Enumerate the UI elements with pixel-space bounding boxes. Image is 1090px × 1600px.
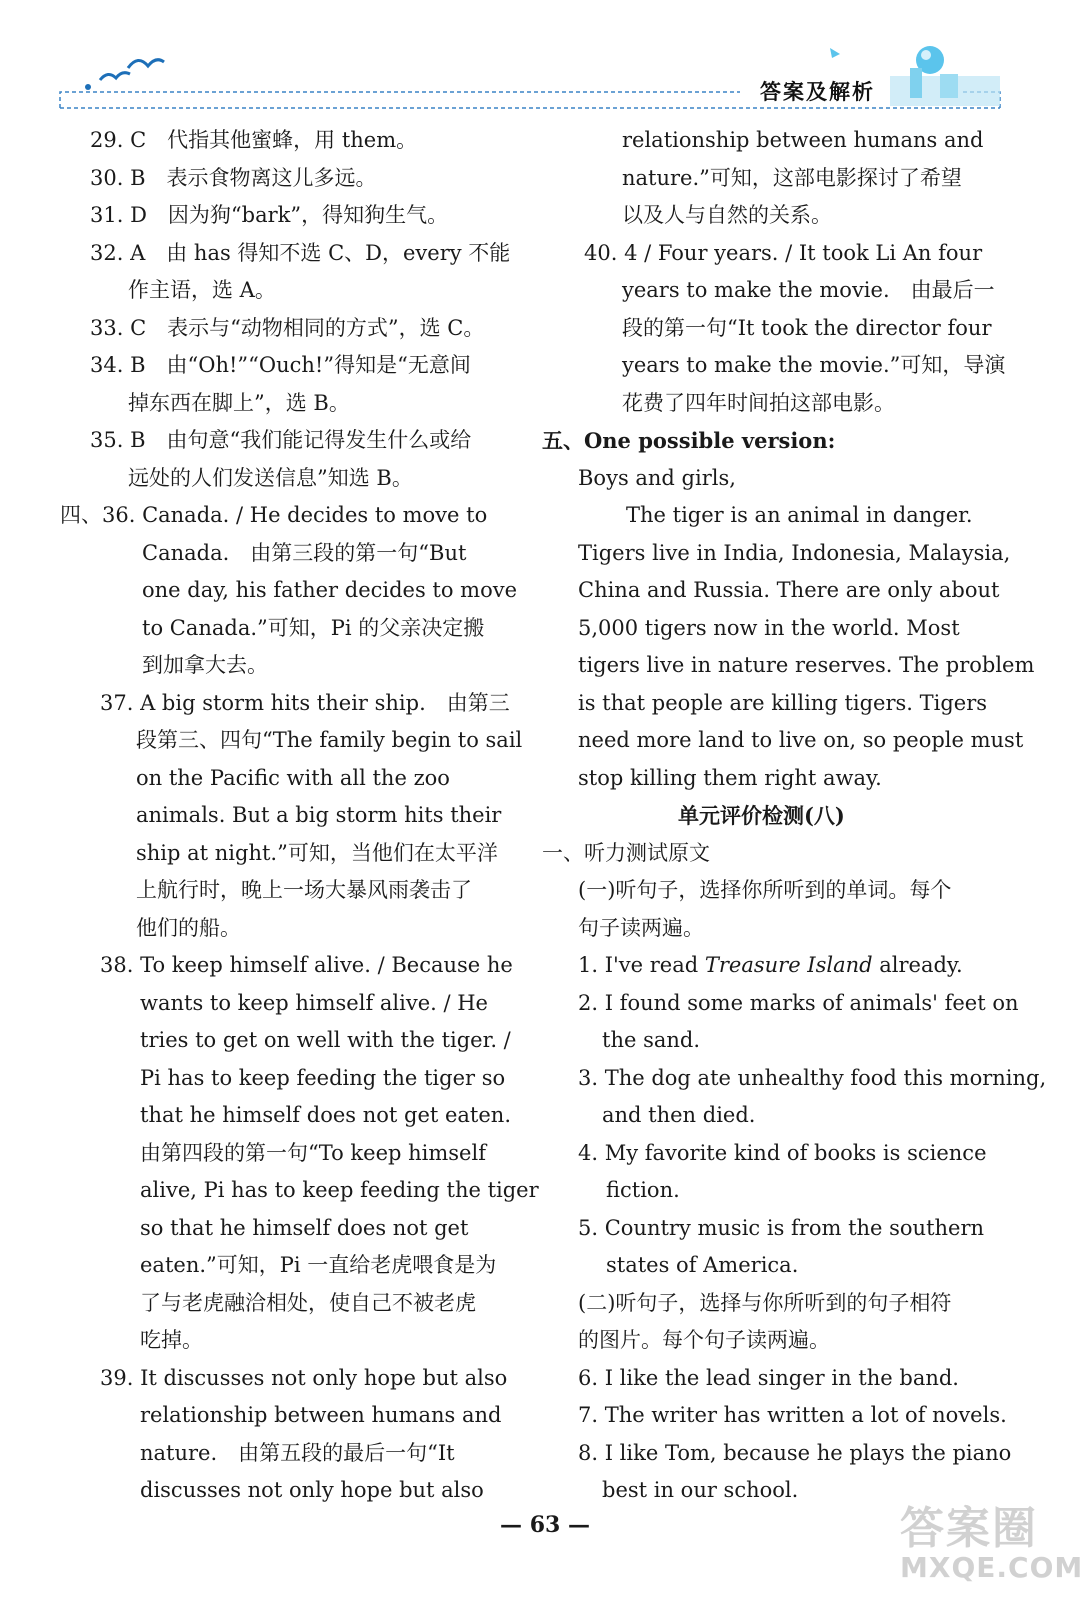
answer-line: relationship between humans and xyxy=(622,128,984,152)
listening-line: 8. I like Tom, because he plays the piano xyxy=(578,1440,1012,1465)
listening-line: 2. I found some marks of animals' feet on xyxy=(578,990,1019,1015)
bird-icon xyxy=(100,73,130,80)
listening-line: the sand. xyxy=(602,1028,701,1052)
answer-line: 作主语，选 A。 xyxy=(128,278,276,302)
answer-line: 他们的船。 xyxy=(136,915,241,940)
listening-line: 4. My favorite kind of books is science xyxy=(578,1140,987,1165)
answer-line: alive, Pi has to keep feeding the tiger xyxy=(140,1178,539,1202)
listening-line: 7. The writer has written a lot of novels. xyxy=(578,1403,1007,1427)
instruction-line: (一)听句子，选择你所听到的单词。每个 xyxy=(578,878,952,902)
watermark-cn: 答案圈 xyxy=(900,1503,1038,1554)
answer-line: 段的第一句“It took the director four xyxy=(622,315,992,340)
answer-line: 以及人与自然的关系。 xyxy=(622,203,832,227)
answer-line: 30. B 表示食物离这儿多远。 xyxy=(90,165,377,190)
answer-line: ship at night.”可知，当他们在太平洋 xyxy=(136,840,498,865)
answer-line: Canada. 由第三段的第一句“But xyxy=(142,540,467,565)
listening-line: states of America. xyxy=(606,1253,799,1277)
answer-line: nature. 由第五段的最后一句“It xyxy=(140,1440,455,1465)
bird-icon xyxy=(128,60,164,68)
watermark-logo xyxy=(900,1503,1084,1595)
answer-line: so that he himself does not get xyxy=(140,1215,469,1240)
answer-line: discusses not only hope but also xyxy=(140,1478,484,1502)
page-header xyxy=(0,0,1090,120)
answer-line: Pi has to keep feeding the tiger so xyxy=(140,1065,506,1090)
dot-icon xyxy=(85,84,91,90)
answer-line: relationship between humans and xyxy=(140,1403,502,1427)
answer-line: 上航行时，晚上一场大暴风雨袭击了 xyxy=(136,878,472,902)
answer-line: 花费了四年时间拍这部电影。 xyxy=(622,390,895,415)
instruction-line: (二)听句子，选择与你所听到的句子相符 xyxy=(578,1290,952,1315)
answer-line: 了与老虎融洽相处，使自己不被老虎 xyxy=(140,1290,476,1315)
answer-line: 39. It discusses not only hope but also xyxy=(100,1365,508,1390)
listening-line: 1. I've read Treasure Island already. xyxy=(578,953,963,977)
answer-line: 远处的人们发送信息”知选 B。 xyxy=(128,465,413,490)
essay-line: tigers live in nature reserves. The problem xyxy=(578,653,1035,677)
listening-line: 6. I like the lead singer in the band. xyxy=(578,1365,959,1390)
answer-line: 掉东西在脚上”，选 B。 xyxy=(128,390,350,415)
book-title: Treasure Island xyxy=(704,953,873,977)
essay-line: Boys and girls, xyxy=(578,465,736,490)
answer-line: 37. A big storm hits their ship. 由第三 xyxy=(100,690,510,715)
essay-line: stop killing them right away. xyxy=(578,765,882,790)
watermark-url: MXQE.COM xyxy=(900,1551,1084,1584)
answer-line: 38. To keep himself alive. / Because he xyxy=(100,953,513,977)
answer-line: to Canada.”可知，Pi 的父亲决定搬 xyxy=(142,615,485,640)
section-five-heading: 五、One possible version: xyxy=(542,428,836,453)
answer-line: wants to keep himself alive. / He xyxy=(140,990,488,1015)
answer-line: 35. B 由句意“我们能记得发生什么或给 xyxy=(90,428,472,452)
answer-line: that he himself does not get eaten. xyxy=(140,1103,511,1127)
essay-line: The tiger is an animal in danger. xyxy=(626,503,973,527)
essay-line: China and Russia. There are only about xyxy=(578,578,1000,602)
answer-line: 40. 4 / Four years. / It took Li An four xyxy=(584,240,983,265)
listening-line: 5. Country music is from the southern xyxy=(578,1215,985,1240)
essay-line: is that people are killing tigers. Tigers xyxy=(578,690,988,715)
essay-line: need more land to live on, so people must xyxy=(578,728,1024,752)
answer-line: eaten.”可知，Pi 一直给老虎喂食是为 xyxy=(140,1253,497,1277)
listening-line: 3. The dog ate unhealthy food this morning, xyxy=(578,1065,1047,1090)
answer-line: animals. But a big storm hits their xyxy=(136,803,502,827)
answer-line: 到加拿大去。 xyxy=(142,653,268,677)
answer-line: 29. C 代指其他蜜蜂，用 them。 xyxy=(90,128,418,152)
answer-line: tries to get on well with the tiger. / xyxy=(140,1028,511,1052)
listening-line: best in our school. xyxy=(602,1478,799,1502)
essay-line: Tigers live in India, Indonesia, Malaysia, xyxy=(578,540,1011,565)
section-four-line: 四、36. Canada. / He decides to move to xyxy=(60,503,488,527)
instruction-line: 句子读两遍。 xyxy=(578,915,704,940)
listening-line: and then died. xyxy=(602,1103,756,1127)
header-decoration xyxy=(0,0,1090,120)
page-number: — 63 — xyxy=(500,1512,590,1538)
instruction-line: 的图片。每个句子读两遍。 xyxy=(578,1328,830,1352)
listening-line: fiction. xyxy=(606,1178,680,1202)
answer-line: 31. D 因为狗“bark”，得知狗生气。 xyxy=(90,203,449,227)
answer-line: years to make the movie.”可知，导演 xyxy=(622,353,1006,377)
answer-line: 33. C 表示与“动物相同的方式”，选 C。 xyxy=(90,315,485,340)
answer-line: one day, his father decides to move xyxy=(142,578,518,602)
answer-line: 吃掉。 xyxy=(140,1328,203,1352)
answer-line: 32. A 由 has 得知不选 C、D，every 不能 xyxy=(90,240,511,265)
answer-line: nature.”可知，这部电影探讨了希望 xyxy=(622,165,962,190)
answer-line: 段第三、四句“The family begin to sail xyxy=(136,728,523,752)
unit-test-heading: 单元评价检测(八) xyxy=(678,803,845,828)
answer-line: 34. B 由“Oh!”“Ouch!”得知是“无意间 xyxy=(90,353,471,377)
answer-line: 由第四段的第一句“To keep himself xyxy=(140,1140,486,1165)
essay-line: 5,000 tigers now in the world. Most xyxy=(578,615,960,640)
header-title: 答案及解析 xyxy=(760,80,875,104)
answer-line: years to make the movie. 由最后一 xyxy=(622,278,995,302)
answer-line: on the Pacific with all the zoo xyxy=(136,765,450,790)
section-one-heading: 一、听力测试原文 xyxy=(542,840,710,865)
